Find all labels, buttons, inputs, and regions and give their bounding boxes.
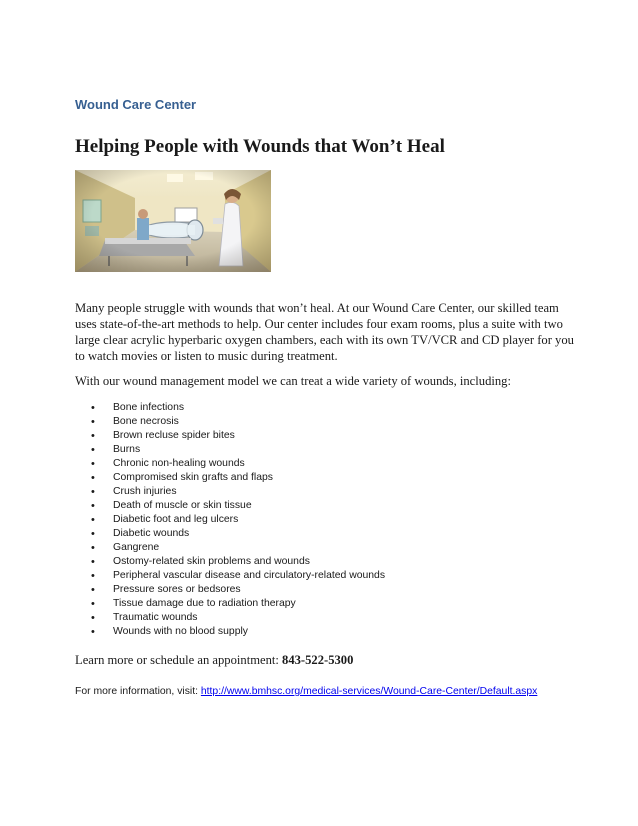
- list-item: • Death of muscle or skin tissue: [90, 499, 385, 513]
- list-item: • Burns: [90, 443, 385, 457]
- appointment-text: Learn more or schedule an appointment:: [75, 653, 283, 667]
- conditions-lead-paragraph: With our wound management model we can treat a wide variety of wounds, including:: [75, 374, 511, 388]
- list-item: • Wounds with no blood supply: [90, 625, 385, 639]
- conditions-list: [90, 401, 385, 639]
- list-item: • Compromised skin grafts and flaps: [90, 471, 385, 485]
- website-link[interactable]: http://www.bmhsc.org/medical-services/Wound-Care-Center/Default.aspx: [200, 686, 538, 697]
- list-item: • Bone necrosis: [90, 415, 385, 429]
- section-title: Wound Care Center: [75, 97, 197, 112]
- list-item: • Crush injuries: [90, 485, 385, 499]
- list-item: • Brown recluse spider bites: [90, 429, 385, 443]
- intro-paragraph: Many people struggle with wounds that won’t heal. At our Wound Care Center, our skilled team uses state-of-the-art methods to help. Our center includes four exam rooms, plus a suite with two large clear acrylic hyperbaric oxygen chambers, each with its own TV/VCR and CD player for you to watch movies or listen to music during treatment.: [75, 301, 574, 363]
- page-headline: Helping People with Wounds that Won’t Heal: [75, 136, 445, 157]
- list-item: • Traumatic wounds: [90, 611, 385, 625]
- more-info-text: For more information, visit:: [75, 686, 201, 697]
- list-item: • Diabetic wounds: [90, 527, 385, 541]
- phone-number: 843-522-5300: [282, 653, 354, 667]
- more-info-line: [75, 686, 537, 697]
- hyperbaric-chamber-photo: [75, 170, 271, 272]
- list-item: • Chronic non-healing wounds: [90, 457, 385, 471]
- list-item: • Ostomy-related skin problems and wounds: [90, 555, 385, 569]
- appointment-line: [75, 653, 353, 668]
- list-item: • Bone infections: [90, 401, 385, 415]
- list-item: • Tissue damage due to radiation therapy: [90, 597, 385, 611]
- list-item: • Pressure sores or bedsores: [90, 583, 385, 597]
- hyperbaric-room-illustration: [75, 170, 271, 272]
- list-item: • Gangrene: [90, 541, 385, 555]
- list-item: • Diabetic foot and leg ulcers: [90, 513, 385, 527]
- list-item: • Peripheral vascular disease and circulatory-related wounds: [90, 569, 385, 583]
